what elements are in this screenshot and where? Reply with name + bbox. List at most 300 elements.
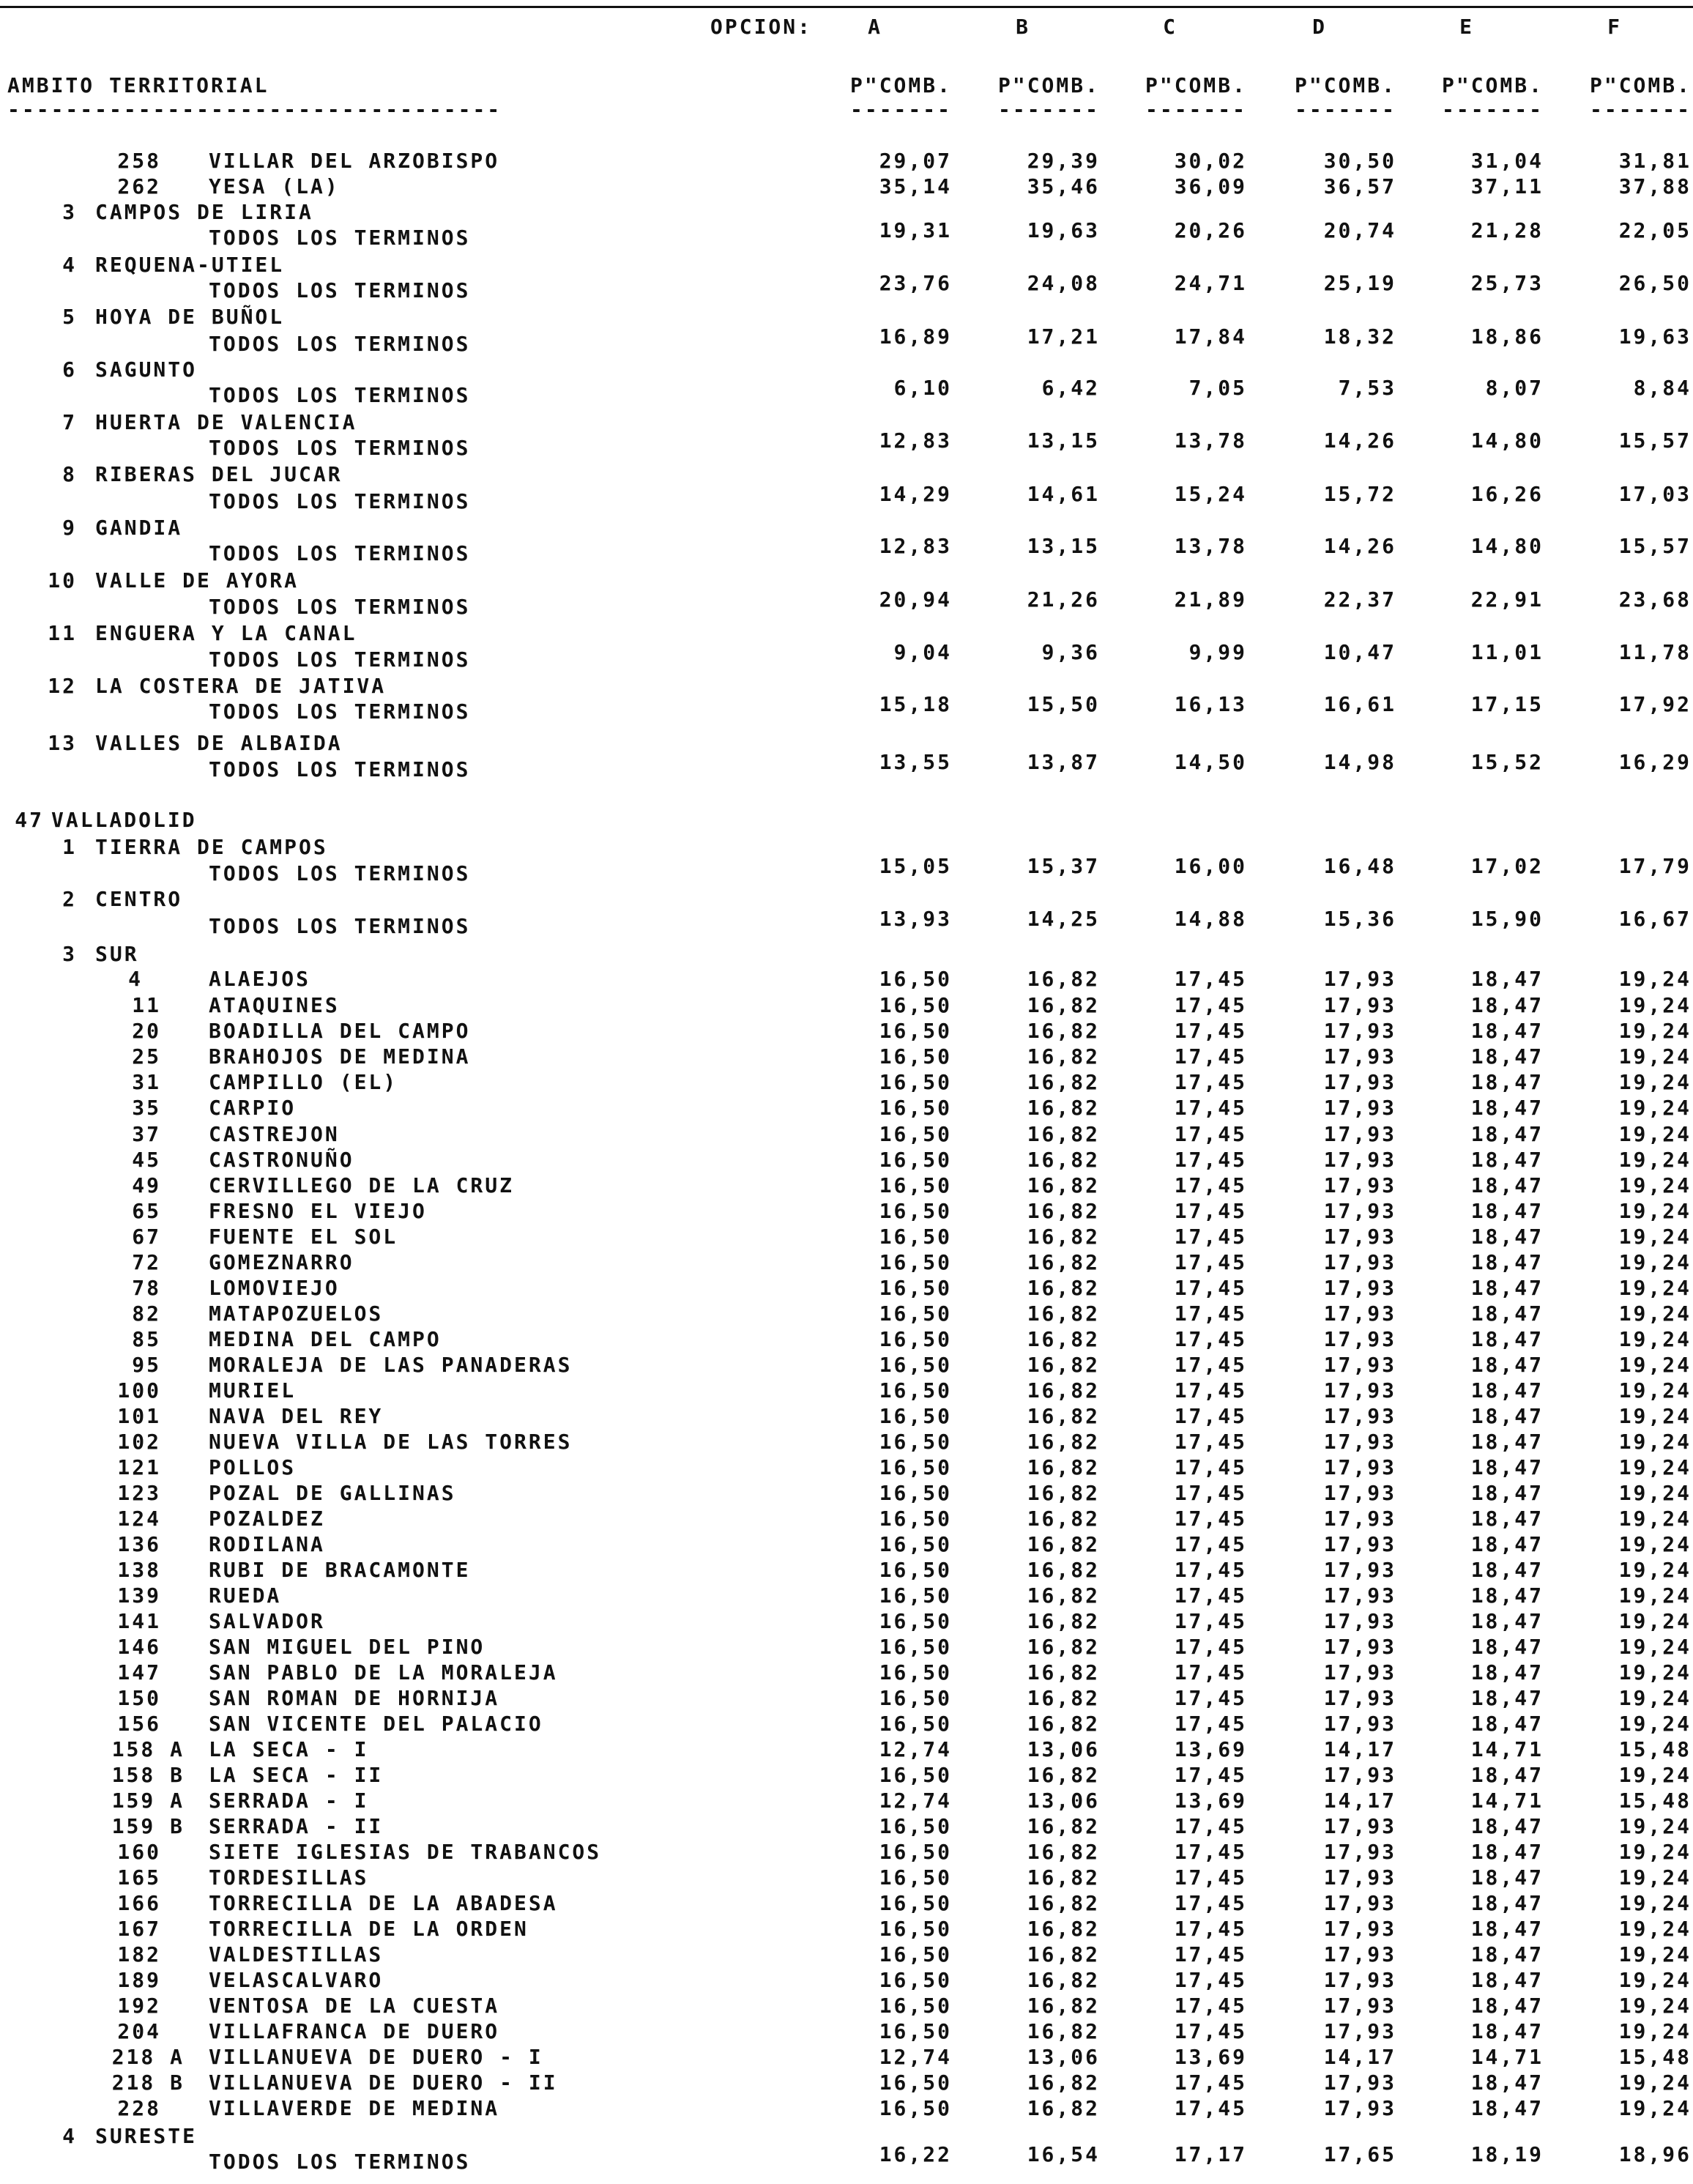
row-code: 147: [117, 1660, 161, 1685]
row-municipality-name: SERRADA - I: [209, 1789, 369, 1813]
cell-value-c: 17,17: [1174, 2142, 1247, 2166]
row-code: 8: [62, 462, 77, 486]
cell-value-b: 16,82: [1027, 1148, 1100, 1172]
option-subheader: P"COMB.: [997, 73, 1100, 97]
cell-value-c: 17,45: [1174, 993, 1247, 1017]
cell-value-e: 18,47: [1470, 1865, 1544, 1890]
cell-value-d: 17,93: [1323, 1942, 1396, 1966]
cell-value-c: 17,45: [1174, 1635, 1247, 1659]
cell-value-a: 16,50: [879, 1044, 952, 1069]
cell-value-a: 16,50: [879, 1455, 952, 1479]
cell-value-b: 6,42: [1041, 376, 1100, 400]
cell-value-f: 19,24: [1618, 1096, 1692, 1120]
option-subheader: P"COMB.: [1145, 73, 1247, 97]
cell-value-f: 19,24: [1618, 1122, 1692, 1146]
cell-value-d: 17,93: [1323, 1660, 1396, 1685]
option-subheader: P"COMB.: [1589, 73, 1692, 97]
cell-value-b: 17,21: [1027, 324, 1100, 349]
cell-value-b: 16,82: [1027, 1353, 1100, 1377]
row-group-name: RIBERAS DEL JUCAR: [95, 462, 343, 486]
cell-value-f: 22,05: [1618, 218, 1692, 242]
row-code: 37: [132, 1122, 161, 1146]
cell-value-a: 16,50: [879, 1378, 952, 1403]
cell-value-a: 16,50: [879, 967, 952, 991]
row-municipality-name: VILLAFRANCA DE DUERO: [209, 2019, 500, 2043]
cell-value-a: 16,50: [879, 1327, 952, 1351]
cell-value-e: 18,47: [1470, 2096, 1544, 2120]
cell-value-d: 17,93: [1323, 2070, 1396, 2095]
cell-value-f: 19,24: [1618, 1250, 1692, 1274]
cell-value-a: 16,50: [879, 2019, 952, 2043]
cell-value-a: 16,50: [879, 1276, 952, 1300]
row-municipality-name: POZAL DE GALLINAS: [209, 1481, 456, 1505]
cell-value-a: 16,50: [879, 1199, 952, 1223]
cell-value-f: 19,24: [1618, 1917, 1692, 1941]
row-group-name: ENGUERA Y LA CANAL: [95, 621, 357, 645]
row-code: 31: [132, 1070, 161, 1094]
cell-value-f: 19,24: [1618, 1763, 1692, 1787]
row-code: 123: [117, 1481, 161, 1505]
row-municipality-name: NUEVA VILLA DE LAS TORRES: [209, 1430, 573, 1454]
row-municipality-name: SAN PABLO DE LA MORALEJA: [209, 1660, 558, 1685]
row-code: 95: [132, 1353, 161, 1377]
row-code: 160: [117, 1840, 161, 1864]
cell-value-c: 17,45: [1174, 1532, 1247, 1556]
row-total-label: TODOS LOS TERMINOS: [209, 383, 471, 407]
cell-value-e: 11,01: [1470, 640, 1544, 664]
cell-value-c: 17,45: [1174, 1507, 1247, 1531]
row-total-label: TODOS LOS TERMINOS: [209, 595, 471, 619]
row-code: 167: [117, 1917, 161, 1941]
cell-value-e: 18,47: [1470, 1763, 1544, 1787]
row-code: 101: [117, 1404, 161, 1428]
row-municipality-name: RODILANA: [209, 1532, 325, 1556]
cell-value-d: 14,98: [1323, 750, 1396, 774]
row-total-label: TODOS LOS TERMINOS: [209, 861, 471, 885]
cell-value-e: 17,15: [1470, 692, 1544, 716]
row-code: 25: [132, 1044, 161, 1069]
row-code: 159 A: [111, 1789, 185, 1813]
cell-value-b: 16,82: [1027, 2070, 1100, 2095]
cell-value-f: 19,24: [1618, 1301, 1692, 1326]
row-code: 228: [117, 2096, 161, 2120]
cell-value-c: 17,45: [1174, 1301, 1247, 1326]
cell-value-e: 18,47: [1470, 1942, 1544, 1966]
cell-value-e: 18,19: [1470, 2142, 1544, 2166]
cell-value-e: 18,47: [1470, 1430, 1544, 1454]
cell-value-b: 16,82: [1027, 1301, 1100, 1326]
cell-value-c: 7,05: [1188, 376, 1247, 400]
option-subheader: P"COMB.: [1294, 73, 1396, 97]
row-total-label: TODOS LOS TERMINOS: [209, 757, 471, 781]
cell-value-a: 16,50: [879, 1942, 952, 1966]
cell-value-c: 21,89: [1174, 587, 1247, 612]
cell-value-e: 14,80: [1470, 534, 1544, 558]
row-code: 78: [132, 1276, 161, 1300]
cell-value-f: 19,24: [1618, 1558, 1692, 1582]
cell-value-b: 16,82: [1027, 967, 1100, 991]
cell-value-e: 18,47: [1470, 1301, 1544, 1326]
cell-value-e: 18,47: [1470, 993, 1544, 1017]
row-total-label: TODOS LOS TERMINOS: [209, 647, 471, 672]
row-code: 4: [62, 2124, 77, 2148]
cell-value-c: 17,45: [1174, 1378, 1247, 1403]
row-municipality-name: YESA (LA): [209, 174, 340, 198]
cell-value-b: 14,61: [1027, 482, 1100, 506]
cell-value-d: 17,93: [1323, 1558, 1396, 1582]
cell-value-c: 17,45: [1174, 1404, 1247, 1428]
cell-value-f: 8,84: [1633, 376, 1692, 400]
cell-value-c: 17,45: [1174, 1840, 1247, 1864]
cell-value-e: 18,47: [1470, 1686, 1544, 1710]
row-code: 182: [117, 1942, 161, 1966]
row-code: 65: [132, 1199, 161, 1223]
cell-value-f: 15,48: [1618, 1789, 1692, 1813]
row-code: 139: [117, 1583, 161, 1608]
cell-value-f: 19,24: [1618, 1840, 1692, 1864]
row-code: 192: [117, 1994, 161, 2018]
cell-value-b: 16,82: [1027, 1840, 1100, 1864]
row-code: 121: [117, 1455, 161, 1479]
row-code: 102: [117, 1430, 161, 1454]
cell-value-a: 15,18: [879, 692, 952, 716]
cell-value-a: 16,50: [879, 1148, 952, 1172]
row-municipality-name: TORRECILLA DE LA ORDEN: [209, 1917, 529, 1941]
cell-value-a: 16,50: [879, 1532, 952, 1556]
cell-value-e: 18,47: [1470, 1507, 1544, 1531]
cell-value-c: 17,45: [1174, 1968, 1247, 1992]
row-code: 10: [48, 568, 77, 593]
cell-value-b: 13,15: [1027, 428, 1100, 453]
cell-value-a: 16,89: [879, 324, 952, 349]
cell-value-d: 17,93: [1323, 1891, 1396, 1915]
cell-value-d: 17,93: [1323, 1840, 1396, 1864]
row-code: 67: [132, 1225, 161, 1249]
cell-value-b: 13,06: [1027, 2045, 1100, 2069]
cell-value-f: 19,24: [1618, 1404, 1692, 1428]
cell-value-a: 23,76: [879, 271, 952, 295]
cell-value-e: 21,28: [1470, 218, 1544, 242]
option-underline: -------: [1145, 97, 1247, 122]
cell-value-b: 16,82: [1027, 1994, 1100, 2018]
row-code: 9: [62, 516, 77, 540]
row-municipality-name: LA SECA - I: [209, 1737, 369, 1761]
row-municipality-name: VENTOSA DE LA CUESTA: [209, 1994, 500, 2018]
cell-value-c: 17,45: [1174, 1327, 1247, 1351]
cell-value-c: 17,45: [1174, 2019, 1247, 2043]
cell-value-b: 16,82: [1027, 1660, 1100, 1685]
row-code: 150: [117, 1686, 161, 1710]
row-total-label: TODOS LOS TERMINOS: [209, 699, 471, 724]
cell-value-f: 16,29: [1618, 750, 1692, 774]
row-code: 4: [62, 253, 77, 277]
row-code: 20: [132, 1019, 161, 1043]
row-code: 72: [132, 1250, 161, 1274]
cell-value-c: 15,24: [1174, 482, 1247, 506]
row-group-name: LA COSTERA DE JATIVA: [95, 674, 387, 698]
cell-value-f: 19,24: [1618, 1353, 1692, 1377]
option-subheader: P"COMB.: [1441, 73, 1544, 97]
cell-value-a: 16,50: [879, 1763, 952, 1787]
cell-value-d: 14,26: [1323, 428, 1396, 453]
cell-value-b: 9,36: [1041, 640, 1100, 664]
cell-value-e: 18,47: [1470, 1096, 1544, 1120]
option-underline: -------: [849, 97, 952, 122]
row-municipality-name: ATAQUINES: [209, 993, 340, 1017]
cell-value-f: 19,24: [1618, 1865, 1692, 1890]
row-code: 124: [117, 1507, 161, 1531]
cell-value-a: 35,14: [879, 174, 952, 198]
cell-value-c: 17,45: [1174, 1044, 1247, 1069]
row-municipality-name: POZALDEZ: [209, 1507, 325, 1531]
cell-value-a: 12,74: [879, 2045, 952, 2069]
cell-value-a: 12,74: [879, 1737, 952, 1761]
cell-value-e: 18,47: [1470, 2070, 1544, 2095]
cell-value-f: 19,24: [1618, 1148, 1692, 1172]
row-group-name: TIERRA DE CAMPOS: [95, 835, 328, 859]
cell-value-f: 19,24: [1618, 1276, 1692, 1300]
row-code: 85: [132, 1327, 161, 1351]
cell-value-e: 18,47: [1470, 1353, 1544, 1377]
row-code: 165: [117, 1865, 161, 1890]
cell-value-b: 19,63: [1027, 218, 1100, 242]
cell-value-a: 13,55: [879, 750, 952, 774]
cell-value-c: 24,71: [1174, 271, 1247, 295]
cell-value-e: 18,47: [1470, 1276, 1544, 1300]
cell-value-a: 16,50: [879, 1712, 952, 1736]
cell-value-e: 18,47: [1470, 2019, 1544, 2043]
row-code: 146: [117, 1635, 161, 1659]
row-code: 35: [132, 1096, 161, 1120]
cell-value-d: 17,93: [1323, 1096, 1396, 1120]
cell-value-d: 25,19: [1323, 271, 1396, 295]
row-code: 45: [132, 1148, 161, 1172]
cell-value-e: 18,47: [1470, 1250, 1544, 1274]
cell-value-d: 17,93: [1323, 967, 1396, 991]
cell-value-b: 35,46: [1027, 174, 1100, 198]
cell-value-b: 16,82: [1027, 1763, 1100, 1787]
cell-value-b: 16,82: [1027, 1455, 1100, 1479]
cell-value-e: 18,47: [1470, 1148, 1544, 1172]
cell-value-b: 16,82: [1027, 1609, 1100, 1633]
cell-value-c: 17,45: [1174, 1686, 1247, 1710]
cell-value-b: 16,82: [1027, 1404, 1100, 1428]
cell-value-f: 19,63: [1618, 324, 1692, 349]
cell-value-f: 19,24: [1618, 2019, 1692, 2043]
cell-value-c: 36,09: [1174, 174, 1247, 198]
row-code: 11: [132, 993, 161, 1017]
cell-value-d: 14,17: [1323, 1737, 1396, 1761]
cell-value-c: 17,45: [1174, 1994, 1247, 2018]
cell-value-e: 18,47: [1470, 1044, 1544, 1069]
cell-value-a: 16,50: [879, 1609, 952, 1633]
cell-value-f: 19,24: [1618, 1173, 1692, 1197]
cell-value-c: 17,45: [1174, 1096, 1247, 1120]
cell-value-a: 16,50: [879, 1583, 952, 1608]
cell-value-b: 15,37: [1027, 854, 1100, 878]
row-municipality-name: SAN ROMAN DE HORNIJA: [209, 1686, 500, 1710]
row-municipality-name: VILLANUEVA DE DUERO - II: [209, 2070, 558, 2095]
cell-value-d: 17,93: [1323, 1250, 1396, 1274]
cell-value-c: 17,45: [1174, 1942, 1247, 1966]
option-letter-f: F: [1607, 15, 1622, 39]
cell-value-b: 16,82: [1027, 2019, 1100, 2043]
row-municipality-name: RUEDA: [209, 1583, 282, 1608]
row-group-name: SUR: [95, 942, 139, 966]
cell-value-a: 16,50: [879, 1096, 952, 1120]
cell-value-d: 7,53: [1338, 376, 1396, 400]
row-total-label: TODOS LOS TERMINOS: [209, 226, 471, 250]
row-group-name: HUERTA DE VALENCIA: [95, 410, 357, 434]
cell-value-d: 17,93: [1323, 1404, 1396, 1428]
row-total-label: TODOS LOS TERMINOS: [209, 436, 471, 460]
cell-value-d: 17,93: [1323, 1994, 1396, 2018]
cell-value-b: 16,82: [1027, 1096, 1100, 1120]
cell-value-d: 17,93: [1323, 2096, 1396, 2120]
cell-value-d: 20,74: [1323, 218, 1396, 242]
row-code: 13: [48, 731, 77, 755]
cell-value-d: 17,65: [1323, 2142, 1396, 2166]
row-municipality-name: CAMPILLO (EL): [209, 1070, 398, 1094]
row-code: 49: [132, 1173, 161, 1197]
cell-value-e: 18,47: [1470, 1378, 1544, 1403]
cell-value-f: 19,24: [1618, 1019, 1692, 1043]
row-municipality-name: MATAPOZUELOS: [209, 1301, 384, 1326]
row-group-name: GANDIA: [95, 516, 183, 540]
row-total-label: TODOS LOS TERMINOS: [209, 541, 471, 565]
cell-value-d: 10,47: [1323, 640, 1396, 664]
row-municipality-name: GOMEZNARRO: [209, 1250, 354, 1274]
cell-value-f: 18,96: [1618, 2142, 1692, 2166]
opcion-label: OPCION:: [710, 15, 813, 39]
cell-value-c: 17,45: [1174, 1481, 1247, 1505]
cell-value-e: 18,47: [1470, 1635, 1544, 1659]
row-group-name: VALLADOLID: [51, 808, 197, 832]
cell-value-e: 17,02: [1470, 854, 1544, 878]
cell-value-a: 16,50: [879, 2070, 952, 2095]
cell-value-c: 17,45: [1174, 1558, 1247, 1582]
cell-value-c: 9,99: [1188, 640, 1247, 664]
cell-value-f: 19,24: [1618, 1199, 1692, 1223]
row-code: 158 A: [111, 1737, 185, 1761]
cell-value-e: 15,90: [1470, 907, 1544, 931]
cell-value-d: 17,93: [1323, 1865, 1396, 1890]
cell-value-f: 26,50: [1618, 271, 1692, 295]
row-municipality-name: CARPIO: [209, 1096, 297, 1120]
cell-value-f: 19,24: [1618, 1455, 1692, 1479]
cell-value-b: 16,82: [1027, 1686, 1100, 1710]
cell-value-a: 12,74: [879, 1789, 952, 1813]
row-municipality-name: TORRECILLA DE LA ABADESA: [209, 1891, 558, 1915]
cell-value-b: 16,82: [1027, 1583, 1100, 1608]
cell-value-e: 16,26: [1470, 482, 1544, 506]
cell-value-f: 19,24: [1618, 1712, 1692, 1736]
row-municipality-name: VILLANUEVA DE DUERO - I: [209, 2045, 543, 2069]
cell-value-f: 15,48: [1618, 2045, 1692, 2069]
cell-value-f: 19,24: [1618, 1942, 1692, 1966]
cell-value-c: 14,50: [1174, 750, 1247, 774]
cell-value-e: 18,47: [1470, 1583, 1544, 1608]
cell-value-e: 18,86: [1470, 324, 1544, 349]
cell-value-a: 16,50: [879, 1840, 952, 1864]
cell-value-e: 18,47: [1470, 1070, 1544, 1094]
cell-value-e: 18,47: [1470, 1609, 1544, 1633]
cell-value-b: 14,25: [1027, 907, 1100, 931]
cell-value-a: 16,50: [879, 1994, 952, 2018]
cell-value-b: 16,82: [1027, 1712, 1100, 1736]
row-code: 82: [132, 1301, 161, 1326]
option-letter-d: D: [1312, 15, 1327, 39]
cell-value-a: 15,05: [879, 854, 952, 878]
row-code: 11: [48, 621, 77, 645]
row-municipality-name: SERRADA - II: [209, 1814, 384, 1838]
cell-value-c: 17,45: [1174, 2096, 1247, 2120]
option-letter-e: E: [1459, 15, 1474, 39]
row-municipality-name: LOMOVIEJO: [209, 1276, 340, 1300]
cell-value-e: 18,47: [1470, 1660, 1544, 1685]
cell-value-c: 17,45: [1174, 1353, 1247, 1377]
row-group-name: SURESTE: [95, 2124, 198, 2148]
cell-value-b: 16,82: [1027, 1532, 1100, 1556]
cell-value-b: 16,82: [1027, 1173, 1100, 1197]
cell-value-f: 19,24: [1618, 1378, 1692, 1403]
cell-value-f: 19,24: [1618, 1994, 1692, 2018]
row-code: 12: [48, 674, 77, 698]
row-code: 4: [128, 967, 143, 991]
row-municipality-name: MEDINA DEL CAMPO: [209, 1327, 442, 1351]
cell-value-d: 16,61: [1323, 692, 1396, 716]
cell-value-a: 12,83: [879, 428, 952, 453]
cell-value-a: 19,31: [879, 218, 952, 242]
row-group-name: VALLE DE AYORA: [95, 568, 299, 593]
row-code: 6: [62, 357, 77, 382]
row-total-label: TODOS LOS TERMINOS: [209, 278, 471, 302]
option-underline: -------: [1441, 97, 1544, 122]
row-municipality-name: POLLOS: [209, 1455, 297, 1479]
cell-value-a: 16,50: [879, 1430, 952, 1454]
cell-value-c: 17,45: [1174, 1225, 1247, 1249]
cell-value-c: 17,45: [1174, 1712, 1247, 1736]
cell-value-d: 17,93: [1323, 1814, 1396, 1838]
cell-value-b: 16,82: [1027, 1558, 1100, 1582]
cell-value-a: 14,29: [879, 482, 952, 506]
row-municipality-name: CASTRONUÑO: [209, 1148, 354, 1172]
cell-value-b: 21,26: [1027, 587, 1100, 612]
cell-value-c: 17,45: [1174, 1122, 1247, 1146]
cell-value-a: 16,50: [879, 1301, 952, 1326]
row-code: 156: [117, 1712, 161, 1736]
cell-value-d: 17,93: [1323, 1327, 1396, 1351]
cell-value-b: 16,82: [1027, 1327, 1100, 1351]
row-municipality-name: NAVA DEL REY: [209, 1404, 384, 1428]
row-municipality-name: CERVILLEGO DE LA CRUZ: [209, 1173, 515, 1197]
cell-value-f: 19,24: [1618, 1686, 1692, 1710]
cell-value-c: 17,45: [1174, 1917, 1247, 1941]
cell-value-f: 31,81: [1618, 149, 1692, 173]
cell-value-d: 17,93: [1323, 1173, 1396, 1197]
option-letter-a: A: [868, 15, 882, 39]
cell-value-e: 25,73: [1470, 271, 1544, 295]
row-code: 262: [117, 174, 161, 198]
cell-value-c: 17,45: [1174, 1609, 1247, 1633]
cell-value-a: 16,22: [879, 2142, 952, 2166]
cell-value-b: 15,50: [1027, 692, 1100, 716]
cell-value-a: 16,50: [879, 993, 952, 1017]
cell-value-d: 16,48: [1323, 854, 1396, 878]
cell-value-d: 17,93: [1323, 1044, 1396, 1069]
row-code: 5: [62, 305, 77, 329]
row-municipality-name: SAN VICENTE DEL PALACIO: [209, 1712, 543, 1736]
